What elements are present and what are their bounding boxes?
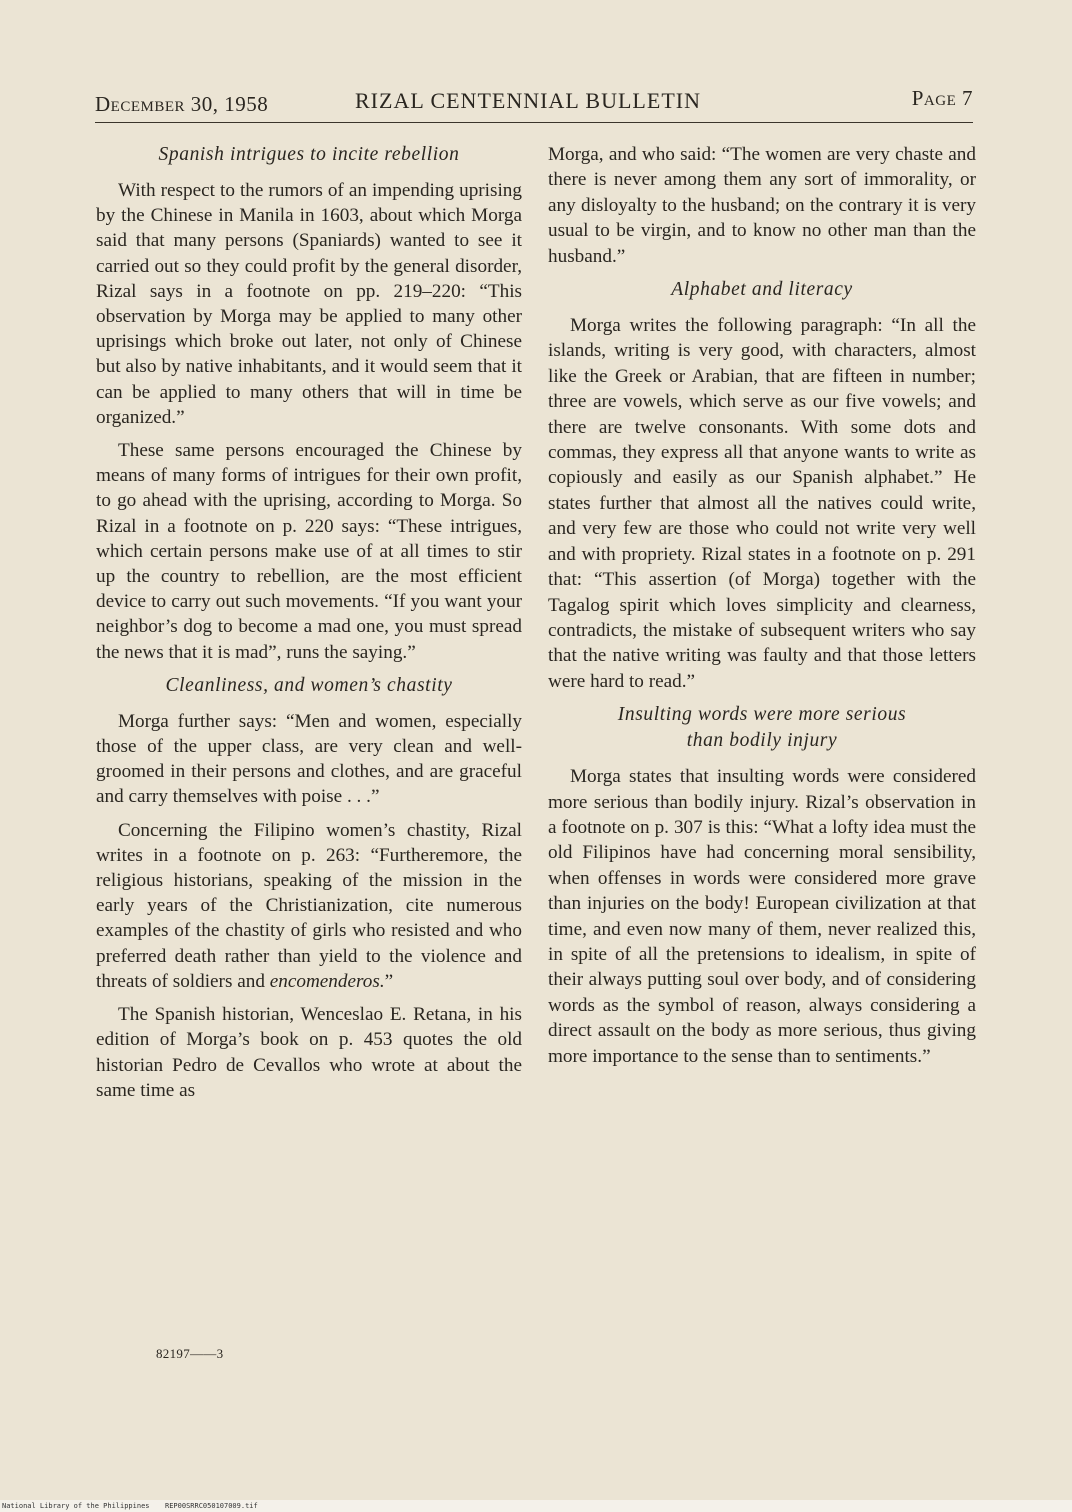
file-label: REP00SRRC050107009.tif bbox=[165, 1502, 258, 1510]
issue-date: December 30, 1958 bbox=[95, 92, 269, 116]
closing-quote: ” bbox=[384, 970, 394, 992]
section-heading: Alphabet and literacy bbox=[671, 279, 853, 301]
page-number: Page 7 bbox=[911, 86, 973, 110]
library-label: National Library of the Philippines bbox=[2, 1502, 150, 1510]
section-heading: Cleanliness, and women’s chastity bbox=[165, 674, 453, 696]
heading-line: than bodily injury bbox=[686, 730, 838, 752]
publication-title: RIZAL CENTENNIAL BULLETIN bbox=[355, 88, 701, 113]
paragraph: With respect to the rumors of an impending uprising by the Chinese in Manila in 1603, about which Morga said that many persons (Spaniards) wanted to see it carried out so they could profit by the general disorder, Rizal says in a footnote on pp. 219–220: “This observation by Morga may be applied to many other uprisings which broke out later, not only of Chinese but also by native inhabitants, and it would seem that it can be applied to many others that will in time be organized.” bbox=[96, 180, 522, 428]
right-column bbox=[548, 142, 976, 1077]
paragraph-text: Concerning the Filipino women’s chastity, Rizal writes in a footnote on p. 263: “Furtheremore, the religious historians, speaking of the mission in the early years of the Christianization, cite numerous examples of the chastity of girls who resisted and who preferred death rather than yield to the violence and threats of soldiers and bbox=[96, 819, 522, 992]
paragraph: The Spanish historian, Wenceslao E. Retana, in his edition of Morga’s book on p. 453 quotes the old historian Pedro de Cevallos who wrote at about the same time as bbox=[96, 1004, 522, 1101]
header-rule bbox=[95, 122, 973, 123]
printer-code: 82197——3 bbox=[156, 1346, 224, 1361]
page-header bbox=[95, 86, 973, 120]
heading-line: Insulting words were more serious bbox=[617, 704, 907, 726]
left-column bbox=[96, 140, 522, 1111]
paragraph: Morga further says: “Men and women, especially those of the upper class, are very clean and well-groomed in their persons and clothes, and are graceful and carry themselves with poise . . .” bbox=[96, 710, 522, 808]
italic-term: encomenderos. bbox=[269, 970, 385, 992]
paragraph: These same persons encouraged the Chinese by means of many forms of intrigues for their own profit, to go ahead with the uprising, according to Morga. So Rizal in a footnote on p. 220 says: “These intrigues, which certain persons make use of at all times to stir up the country to rebellion, are the most efficient device to carry out such movements. “If you want your neighbor’s dog to become a mad one, you must spread the news that it is mad”, runs the saying.” bbox=[96, 440, 522, 663]
paragraph: Morga writes the following paragraph: “In all the islands, writing is very good, with characters, almost like the Greek or Arabian, that are fifteen in number; three are vowels, which serve as our five vowels; and there are twelve consonants. With some dots and commas, they express all that anyone wants to write as copiously and easily as our Spanish alphabet.” He states further that almost all the natives could write, and very few are those who could not write very well and with propriety. Rizal states in a footnote on p. 291 that: “This assertion (of Morga) together with the Tagalog spirit which loves simplicity and clearness, contradicts, the mistake of subsequent writers who say that the native writing was faulty and that those letters were hard to read.” bbox=[548, 315, 976, 692]
paragraph: Morga states that insulting words were considered more serious than bodily injury. Rizal’s observation in a footnote on p. 307 is this: “What a lofty idea must the old Filipinos have had concerning moral sensibility, when offenses in words were considered more grave than injuries on the body! European civilization at that time, and even now many of them, never realized this, in spite of all the pretensions to idealism, in spite of their always putting soul over body, and of considering words as the symbol of reason, always considering a direct assault on the body as more serious, thus giving more importance to the sense than to sentiments.” bbox=[548, 766, 976, 1067]
section-heading bbox=[548, 702, 976, 754]
section-heading: Spanish intrigues to incite rebellion bbox=[158, 144, 460, 165]
scan-info-strip bbox=[0, 1500, 1072, 1512]
paragraph-continued: Morga, and who said: “The women are very chaste and there is never among them any sort of immorality, or any disloyalty to the husband; on the contrary it is very usual to be virgin, and to know no other man than the husband.” bbox=[548, 144, 976, 267]
paragraph bbox=[96, 818, 522, 994]
